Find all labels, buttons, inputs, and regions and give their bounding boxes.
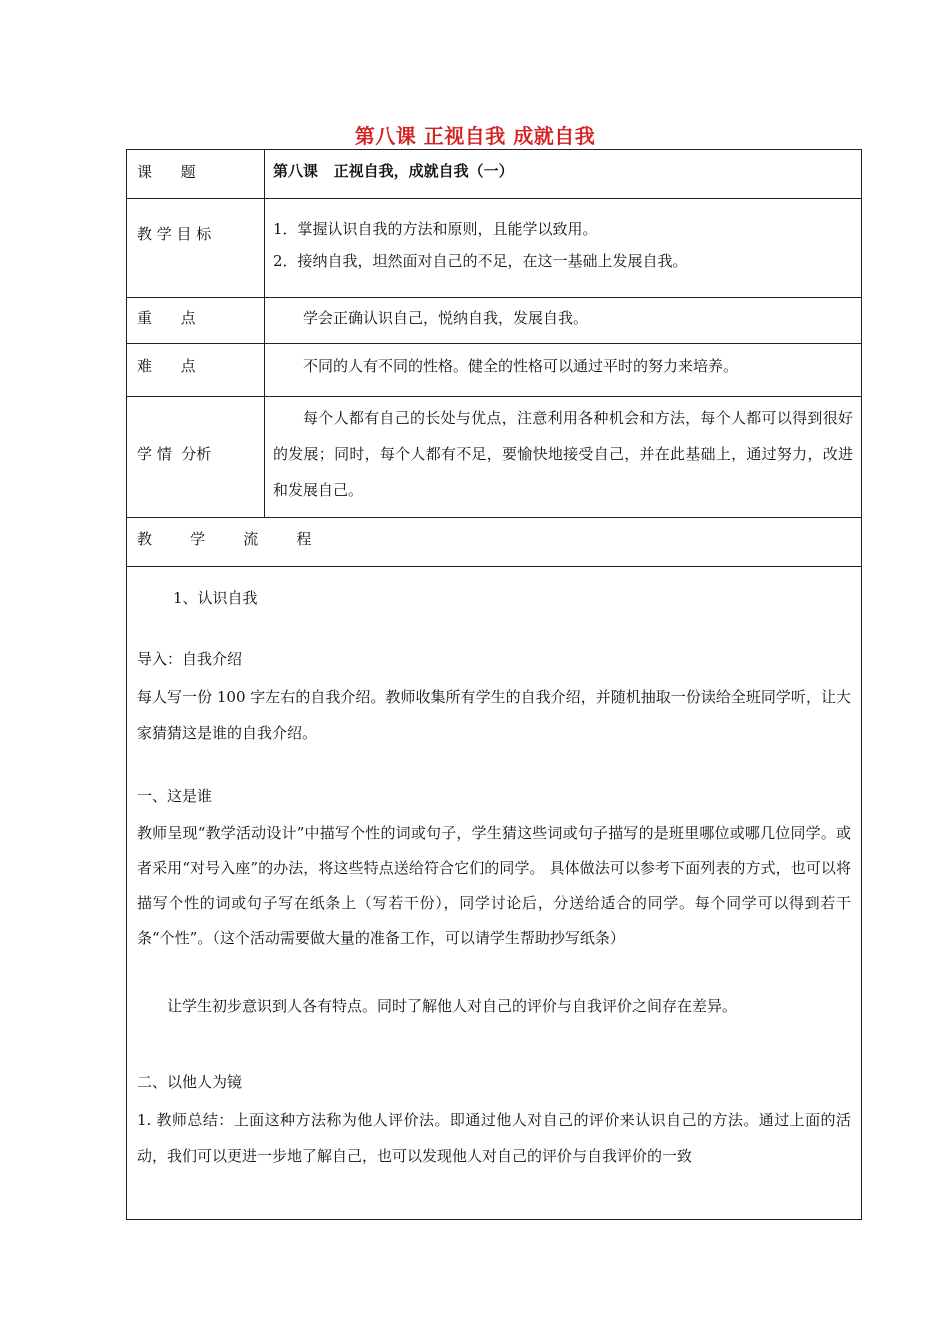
row-analysis	[127, 397, 861, 518]
row-flow	[127, 518, 861, 567]
part-1-heading: 一、这是谁	[137, 787, 213, 805]
difficulty-value: 不同的人有不同的性格。健全的性格可以通过平时的努力来培养。	[303, 357, 739, 375]
document-title: 第八课 正视自我 成就自我	[354, 124, 596, 148]
intro-heading: 导入：自我介绍	[137, 650, 243, 668]
lesson-plan-table	[126, 149, 862, 1220]
part-1-text: 教师呈现“教学活动设计”中描写个性的词或句子，学生猜这些词或句子描写的是班里哪位或哪几位同学。或者采用“对号入座”的办法，将这些特点送给符合它们的同学。 具体做法可以参考下面列表的方式，也可以将描写个性的词或句子写在纸条上（写若干份），同学讨论后，分送给适合的同学。每个同学可以得到若干条“个性”。（这个活动需要做大量的准备工作，可以请学生帮助抄写纸条）	[137, 824, 851, 947]
topic-label: 课 题	[127, 150, 265, 198]
key-label: 重 点	[127, 298, 265, 343]
goal-item-1: 1．掌握认识自我的方法和原则，且能学以致用。	[273, 220, 598, 238]
section-1-heading: 1、认识自我	[173, 589, 258, 607]
topic-value: 第八课 正视自我，成就自我（一）	[273, 162, 514, 180]
intro-text: 每人写一份 100 字左右的自我介绍。教师收集所有学生的自我介绍，并随机抽取一份读给全班同学听，让大家猜猜这是谁的自我介绍。	[137, 688, 851, 742]
goal-item-2: 2．接纳自我，坦然面对自己的不足，在这一基础上发展自我。	[273, 252, 688, 270]
lesson-flow-content	[127, 567, 861, 1219]
row-topic	[127, 150, 861, 199]
row-goals	[127, 199, 861, 298]
row-key	[127, 298, 861, 344]
goal-list	[273, 213, 853, 277]
analysis-label: 学 情 分析	[127, 397, 265, 517]
row-difficulty	[127, 344, 861, 397]
part-2-text: 1. 教师总结：上面这种方法称为他人评价法。即通过他人对自己的评价来认识自己的方法。通过上面的活动，我们可以更进一步地了解自己，也可以发现他人对自己的评价与自我评价的一致	[137, 1111, 851, 1165]
part-1-note: 让学生初步意识到人各有特点。同时了解他人对自己的评价与自我评价之间存在差异。	[167, 997, 738, 1015]
goal-label: 教 学 目 标	[127, 199, 265, 297]
part-2-heading: 二、以他人为镜	[137, 1073, 243, 1091]
key-value: 学会正确认识自己，悦纳自我，发展自我。	[303, 309, 589, 327]
analysis-value: 每个人都有自己的长处与优点，注意利用各种机会和方法，每个人都可以得到很好的发展；同时，每个人都有不足，要愉快地接受自己，并在此基础上，通过努力，改进和发展自己。	[273, 409, 853, 499]
flow-label: 教 学 流 程	[137, 530, 312, 548]
difficulty-label: 难 点	[127, 344, 265, 396]
